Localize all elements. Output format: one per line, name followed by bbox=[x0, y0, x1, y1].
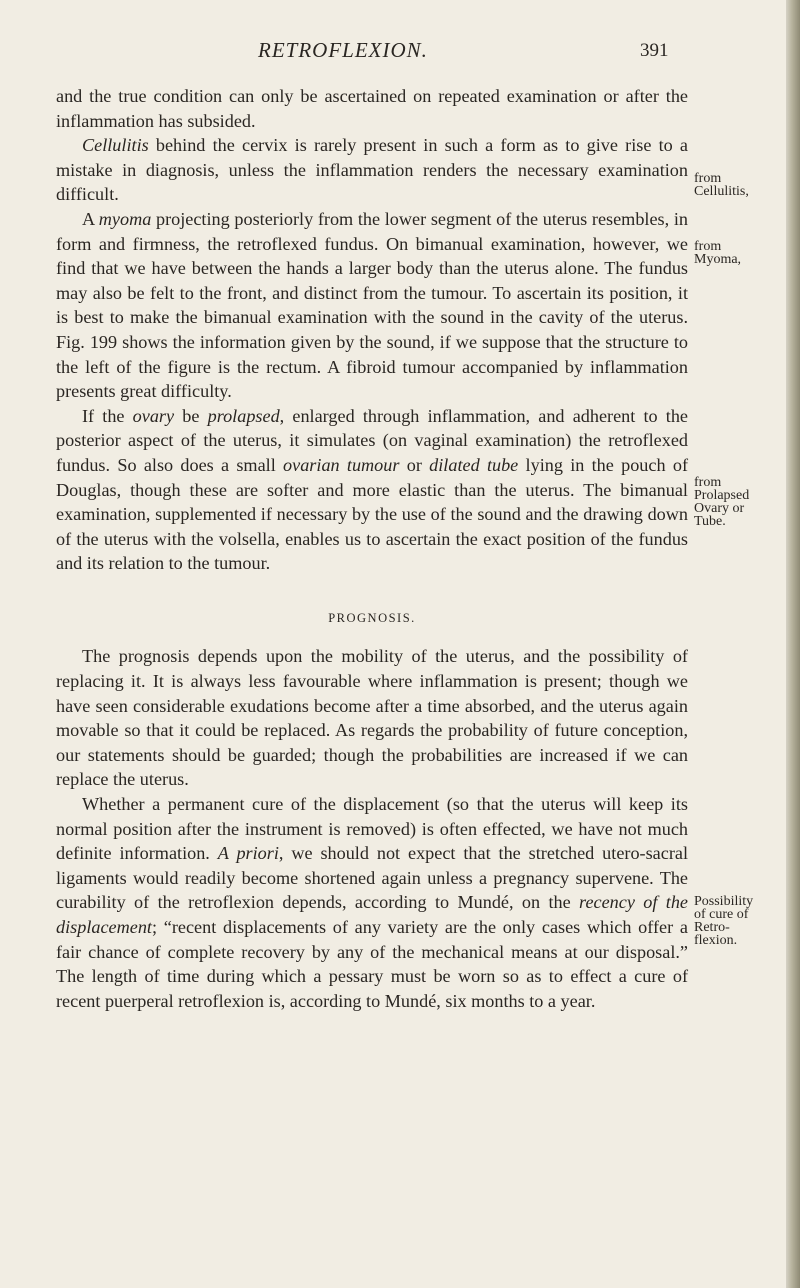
margin-note-ovary: from Prolapsed Ovary or Tube. bbox=[694, 475, 750, 529]
margin-note-retroflexion: Possibility of cure of Retro- flexion. bbox=[694, 894, 754, 948]
term-a-priori: A priori bbox=[217, 843, 279, 864]
paragraph-permanent-cure: Whether a permanent cure of the displacement (so that the uterus will keep its normal position after the instrument is removed) is often effected, we have not much definite information. A priori, we should not expect that the stretched utero-sacral ligaments would readily become shortened again unless a pregnancy supervene. The curability of the retroflexion depends, according to Mundé, on the recency of the displacement; “recent displacements of any variety are the only cases which offer a fair chance of complete recovery by any of the mechanical means at our disposal.” The length of time during which a pessary must be worn so as to effect a cure of recent puerperal retroflexion is, according to Mundé, six months to a year. bbox=[56, 794, 689, 1011]
page-number: 391 bbox=[640, 40, 669, 61]
running-head: RETROFLEXION. bbox=[258, 38, 428, 62]
paragraph-cellulitis: Cellulitis behind the cervix is rarely present in such a form as to give rise to a mistake in diagnosis, unless the inflammation renders the necessary examination difficult. bbox=[56, 135, 688, 205]
term-ovarian-tumour: ovarian tumour bbox=[283, 454, 400, 475]
paragraph-prognosis: The prognosis depends upon the mobility of the uterus, and the possibility of replacing it. It is always less favourable where inflammation is present; though we have seen considerable exudations become after a time absorbed, and the uterus again movable so that it could be replaced. As regards the probability of future conception, our statements should be guarded; though the probabilities are increased if we can replace the uterus. bbox=[56, 646, 688, 790]
term-myoma: myoma bbox=[98, 208, 152, 229]
margin-note-myoma: from Myoma, bbox=[694, 239, 742, 267]
term-cellulitis: Cellulitis bbox=[82, 135, 149, 156]
term-prolapsed: prolapsed bbox=[207, 405, 280, 426]
term-recency: recency of the displacement bbox=[56, 892, 689, 937]
paragraph-continuation: and the true condition can only be ascertained on repeated examination or after the inflammation has subsided. bbox=[56, 86, 688, 131]
paragraph-myoma: A myoma projecting posteriorly from the lower segment of the uterus resembles, in form and firmness, the retroflexed fundus. On bimanual examination, however, we find that we have between the hands a larger body than the uterus alone. The fundus may also be felt to the front, and distinct from the tumour. To ascertain its position, it is best to make the bimanual examination with the sound in the cavity of the uterus. Fig. 199 shows the information given by the sound, if we suppose that the structure to the left of the figure is the rectum. A fibroid tumour accompanied by inflammation presents great difficulty. bbox=[56, 208, 688, 402]
margin-note-cellulitis: from Cellulitis, bbox=[694, 171, 749, 199]
paragraph-ovary: If the ovary be prolapsed, enlarged through inflammation, and adherent to the posterior aspect of the uterus, it simulates (on vaginal examination) the retroflexed fundus. So also does a small ovarian tumour or dilated tube lying in the pouch of Douglas, though these are softer and more elastic than the uterus. The bimanual examination, supplemented if necessary by the use of the sound and the drawing down of the uterus with the volsella, enables us to ascertain the exact position of the fundus and its relation to the tumour. bbox=[56, 405, 688, 574]
page-header bbox=[0, 28, 800, 62]
page-edge-shadow bbox=[786, 0, 800, 1288]
term-dilated-tube: dilated tube bbox=[429, 454, 519, 475]
body-text bbox=[56, 84, 688, 1013]
section-heading-prognosis: PROGNOSIS. bbox=[328, 610, 416, 625]
term-ovary: ovary bbox=[132, 405, 175, 426]
